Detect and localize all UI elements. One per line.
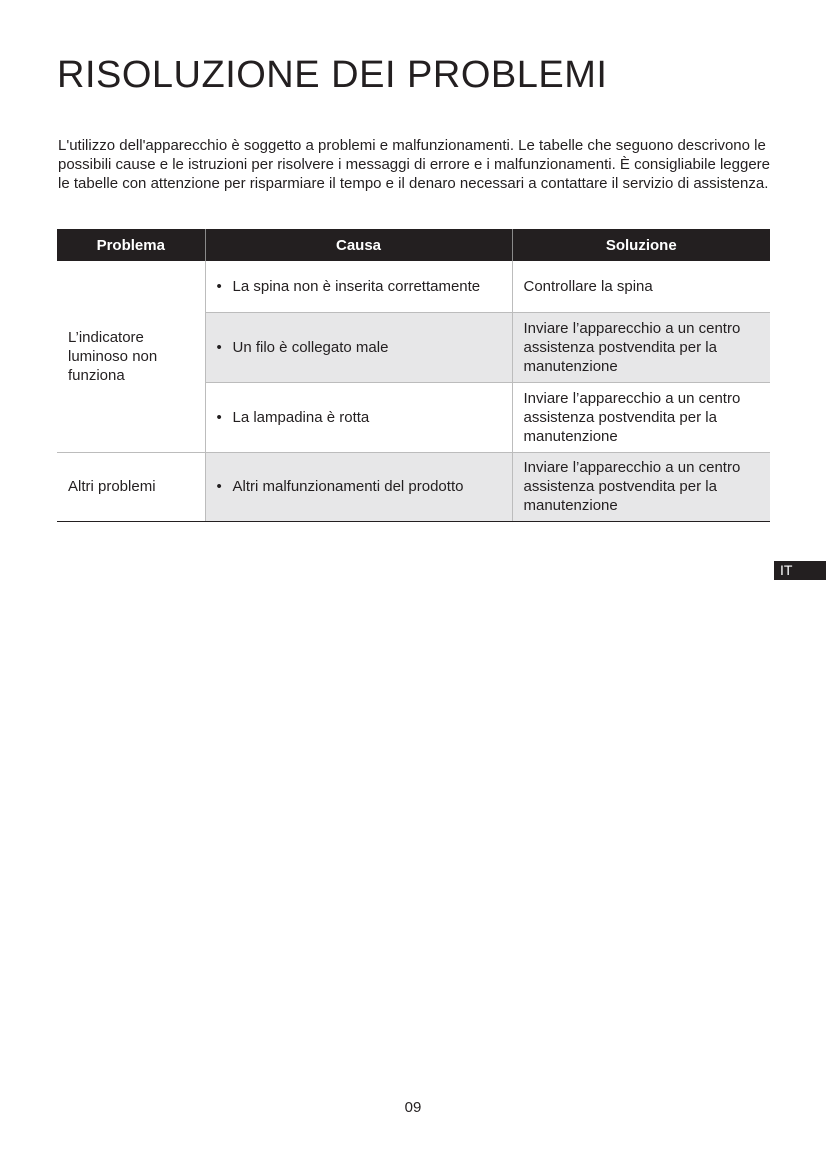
header-problem: Problema: [57, 229, 205, 261]
solution-cell: Inviare l’apparecchio a un centro assistenza postvendita per la manutenzione: [512, 312, 770, 382]
bullet: •: [216, 408, 222, 426]
cause-cell: [205, 452, 512, 521]
header-solution: Soluzione: [512, 229, 770, 261]
cause-cell: [205, 312, 512, 382]
problem-cell: L’indicatore luminoso non funziona: [57, 261, 205, 452]
table-header-row: [57, 229, 770, 261]
table-row: [57, 452, 770, 521]
intro-paragraph: L'utilizzo dell'apparecchio è soggetto a problemi e malfunzionamenti. Le tabelle che seguono descrivono le possibili cause e le istruzioni per risolvere i messaggi di errore e i malfunzionamenti. È consigliabile leggere le tabelle con attenzione per risparmiare il tempo e il denaro necessari a contattare il servizio di assistenza.: [58, 137, 771, 192]
bullet: •: [216, 277, 222, 295]
header-cause: Causa: [205, 229, 512, 261]
page-title: RISOLUZIONE DEI PROBLEMI: [57, 54, 608, 96]
solution-cell: Inviare l’apparecchio a un centro assistenza postvendita per la manutenzione: [512, 452, 770, 521]
cause-text: Altri malfunzionamenti del prodotto: [232, 478, 464, 495]
cause-cell: [205, 261, 512, 312]
solution-cell: Controllare la spina: [512, 261, 770, 312]
cause-text: La lampadina è rotta: [232, 408, 370, 426]
bullet: •: [216, 338, 222, 356]
cause-text: La spina non è inserita correttamente: [232, 277, 481, 295]
bullet: •: [216, 478, 222, 495]
page-number: 09: [404, 1099, 422, 1116]
solution-cell: Inviare l’apparecchio a un centro assistenza postvendita per la manutenzione: [512, 382, 770, 452]
cause-text: Un filo è collegato male: [232, 338, 389, 356]
problem-cell: Altri problemi: [57, 452, 205, 521]
troubleshooting-table: [57, 229, 770, 522]
language-tab: IT: [774, 561, 826, 580]
table-row: [57, 261, 770, 312]
cause-cell: [205, 382, 512, 452]
